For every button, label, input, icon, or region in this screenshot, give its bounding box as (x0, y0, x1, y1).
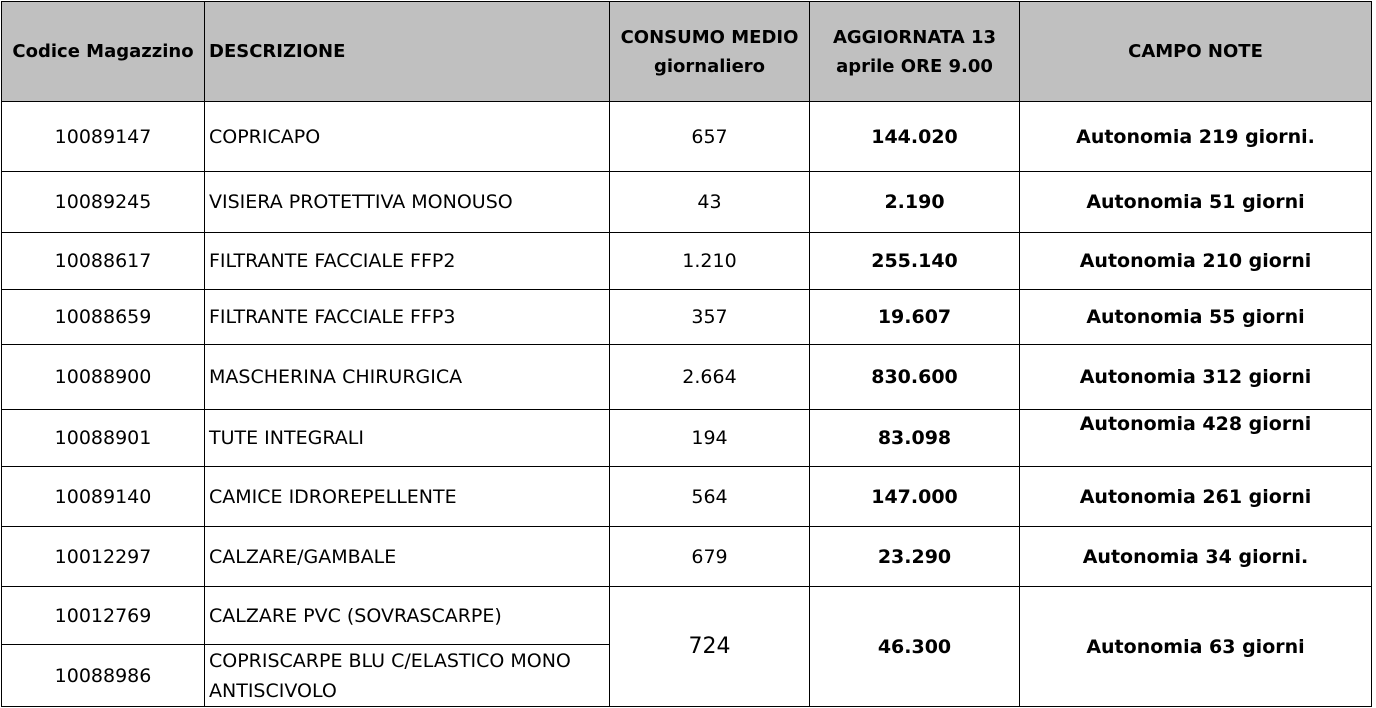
table-row (2, 290, 1372, 345)
codice-cell: 10088900 (2, 345, 205, 410)
descrizione-cell: CALZARE/GAMBALE (205, 527, 610, 587)
codice-cell: 10088901 (2, 410, 205, 467)
codice-cell: 10089147 (2, 102, 205, 172)
table-row (2, 233, 1372, 290)
aggiornata-cell: 46.300 (810, 587, 1020, 707)
table-row (2, 587, 1372, 645)
table-row (2, 345, 1372, 410)
note-cell: Autonomia 312 giorni (1020, 345, 1372, 410)
header-codice: Codice Magazzino (2, 2, 205, 102)
note-cell: Autonomia 428 giorni (1020, 410, 1372, 467)
consumo-cell: 1.210 (610, 233, 810, 290)
descrizione-cell: MASCHERINA CHIRURGICA (205, 345, 610, 410)
aggiornata-cell: 19.607 (810, 290, 1020, 345)
consumo-cell: 564 (610, 467, 810, 527)
codice-cell: 10012297 (2, 527, 205, 587)
codice-cell: 10089245 (2, 172, 205, 233)
descrizione-cell: CAMICE IDROREPELLENTE (205, 467, 610, 527)
aggiornata-cell: 830.600 (810, 345, 1020, 410)
header-note: CAMPO NOTE (1020, 2, 1372, 102)
table-row (2, 172, 1372, 233)
consumo-cell: 357 (610, 290, 810, 345)
descrizione-cell: VISIERA PROTETTIVA MONOUSO (205, 172, 610, 233)
note-cell: Autonomia 210 giorni (1020, 233, 1372, 290)
note-cell: Autonomia 55 giorni (1020, 290, 1372, 345)
consumo-cell: 679 (610, 527, 810, 587)
consumo-cell: 43 (610, 172, 810, 233)
header-row (2, 2, 1372, 102)
codice-cell: 10088617 (2, 233, 205, 290)
aggiornata-cell: 147.000 (810, 467, 1020, 527)
table-row (2, 467, 1372, 527)
descrizione-cell: FILTRANTE FACCIALE FFP3 (205, 290, 610, 345)
codice-cell: 10088659 (2, 290, 205, 345)
consumo-cell: 724 (610, 587, 810, 707)
aggiornata-cell: 83.098 (810, 410, 1020, 467)
header-aggiornata: AGGIORNATA 13 aprile ORE 9.00 (810, 2, 1020, 102)
table-row (2, 102, 1372, 172)
descrizione-cell: TUTE INTEGRALI (205, 410, 610, 467)
note-cell: Autonomia 34 giorni. (1020, 527, 1372, 587)
codice-cell: 10012769 (2, 587, 205, 645)
descrizione-cell: FILTRANTE FACCIALE FFP2 (205, 233, 610, 290)
table-row (2, 527, 1372, 587)
aggiornata-cell: 23.290 (810, 527, 1020, 587)
inventory-table (1, 1, 1372, 707)
note-cell: Autonomia 219 giorni. (1020, 102, 1372, 172)
descrizione-cell: COPRISCARPE BLU C/ELASTICO MONO ANTISCIVOLO (205, 645, 610, 707)
table-row (2, 410, 1372, 467)
note-cell: Autonomia 261 giorni (1020, 467, 1372, 527)
header-descrizione: DESCRIZIONE (205, 2, 610, 102)
descrizione-cell: COPRICAPO (205, 102, 610, 172)
codice-cell: 10089140 (2, 467, 205, 527)
consumo-cell: 194 (610, 410, 810, 467)
consumo-cell: 2.664 (610, 345, 810, 410)
note-cell: Autonomia 63 giorni (1020, 587, 1372, 707)
codice-cell: 10088986 (2, 645, 205, 707)
consumo-cell: 657 (610, 102, 810, 172)
aggiornata-cell: 144.020 (810, 102, 1020, 172)
header-consumo: CONSUMO MEDIO giornaliero (610, 2, 810, 102)
note-cell: Autonomia 51 giorni (1020, 172, 1372, 233)
aggiornata-cell: 255.140 (810, 233, 1020, 290)
aggiornata-cell: 2.190 (810, 172, 1020, 233)
descrizione-cell: CALZARE PVC (SOVRASCARPE) (205, 587, 610, 645)
